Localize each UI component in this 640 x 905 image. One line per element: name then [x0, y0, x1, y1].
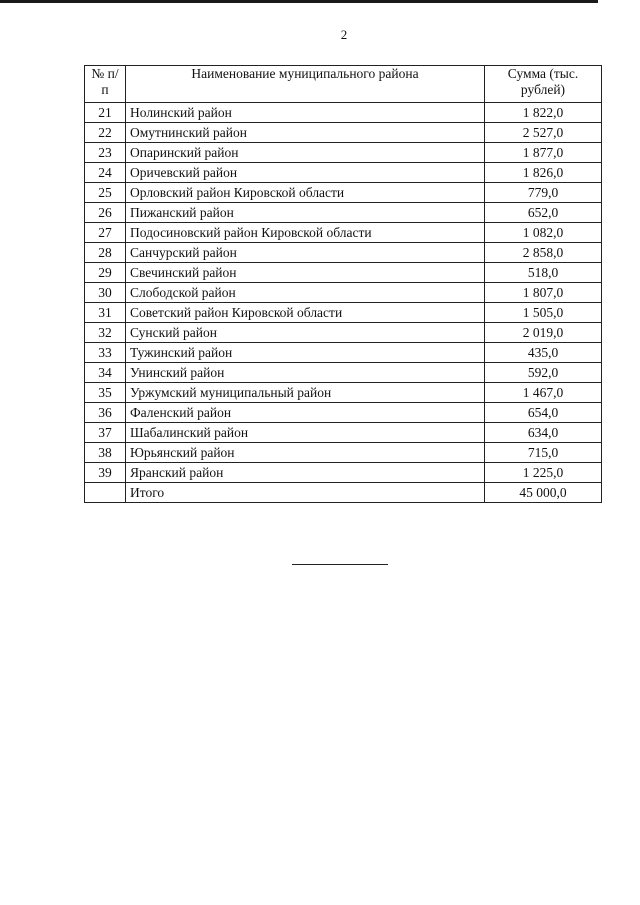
row-sum: 634,0 — [485, 423, 602, 443]
table-row — [85, 403, 602, 423]
row-sum: 715,0 — [485, 443, 602, 463]
row-num: 35 — [85, 383, 126, 403]
table-row — [85, 103, 602, 123]
table-row — [85, 243, 602, 263]
header-name: Наименование муниципального района — [126, 66, 485, 103]
row-sum: 1 822,0 — [485, 103, 602, 123]
table-row — [85, 383, 602, 403]
table-row — [85, 463, 602, 483]
row-name: Тужинский район — [126, 343, 485, 363]
row-num: 29 — [85, 263, 126, 283]
row-name: Юрьянский район — [126, 443, 485, 463]
row-sum: 1 505,0 — [485, 303, 602, 323]
row-num: 27 — [85, 223, 126, 243]
total-num — [85, 483, 126, 503]
table-row — [85, 363, 602, 383]
row-num: 37 — [85, 423, 126, 443]
row-num: 23 — [85, 143, 126, 163]
row-name: Советский район Кировской области — [126, 303, 485, 323]
row-name: Фаленский район — [126, 403, 485, 423]
table-row — [85, 123, 602, 143]
table-row — [85, 223, 602, 243]
total-row — [85, 483, 602, 503]
page-number: 2 — [340, 27, 348, 42]
row-sum: 1 826,0 — [485, 163, 602, 183]
table-row — [85, 183, 602, 203]
row-sum: 779,0 — [485, 183, 602, 203]
header-num: № п/п — [85, 66, 126, 103]
table-footer — [85, 483, 602, 503]
row-sum: 435,0 — [485, 343, 602, 363]
header-sum: Сумма (тыс. рублей) — [485, 66, 602, 103]
row-name: Опаринский район — [126, 143, 485, 163]
row-num: 31 — [85, 303, 126, 323]
signature-line — [292, 564, 388, 565]
table-row — [85, 343, 602, 363]
row-name: Шабалинский район — [126, 423, 485, 443]
row-name: Унинский район — [126, 363, 485, 383]
row-num: 39 — [85, 463, 126, 483]
row-name: Оричевский район — [126, 163, 485, 183]
row-name: Пижанский район — [126, 203, 485, 223]
row-sum: 2 858,0 — [485, 243, 602, 263]
districts-table — [84, 65, 602, 503]
row-num: 24 — [85, 163, 126, 183]
row-num: 21 — [85, 103, 126, 123]
row-num: 36 — [85, 403, 126, 423]
table-row — [85, 283, 602, 303]
row-name: Уржумский муниципальный район — [126, 383, 485, 403]
row-name: Свечинский район — [126, 263, 485, 283]
row-sum: 2 019,0 — [485, 323, 602, 343]
table-row — [85, 423, 602, 443]
row-name: Санчурский район — [126, 243, 485, 263]
table-row — [85, 443, 602, 463]
row-num: 38 — [85, 443, 126, 463]
row-num: 25 — [85, 183, 126, 203]
header-row — [85, 66, 602, 103]
table-row — [85, 203, 602, 223]
row-name: Подосиновский район Кировской области — [126, 223, 485, 243]
row-num: 33 — [85, 343, 126, 363]
table-body — [85, 103, 602, 483]
table-row — [85, 303, 602, 323]
table-row — [85, 163, 602, 183]
row-num: 28 — [85, 243, 126, 263]
row-name: Яранский район — [126, 463, 485, 483]
row-num: 30 — [85, 283, 126, 303]
row-name: Орловский район Кировской области — [126, 183, 485, 203]
top-rule — [0, 0, 598, 3]
row-sum: 1 467,0 — [485, 383, 602, 403]
row-num: 32 — [85, 323, 126, 343]
table-row — [85, 323, 602, 343]
row-sum: 652,0 — [485, 203, 602, 223]
row-sum: 1 082,0 — [485, 223, 602, 243]
row-num: 22 — [85, 123, 126, 143]
row-num: 26 — [85, 203, 126, 223]
total-label: Итого — [126, 483, 485, 503]
row-sum: 1 877,0 — [485, 143, 602, 163]
total-sum: 45 000,0 — [485, 483, 602, 503]
row-sum: 1 807,0 — [485, 283, 602, 303]
row-sum: 518,0 — [485, 263, 602, 283]
row-sum: 1 225,0 — [485, 463, 602, 483]
row-num: 34 — [85, 363, 126, 383]
row-sum: 592,0 — [485, 363, 602, 383]
row-name: Нолинский район — [126, 103, 485, 123]
row-sum: 2 527,0 — [485, 123, 602, 143]
table-header — [85, 66, 602, 103]
table-row — [85, 143, 602, 163]
row-name: Слободской район — [126, 283, 485, 303]
row-name: Омутнинский район — [126, 123, 485, 143]
table-row — [85, 263, 602, 283]
row-sum: 654,0 — [485, 403, 602, 423]
row-name: Сунский район — [126, 323, 485, 343]
